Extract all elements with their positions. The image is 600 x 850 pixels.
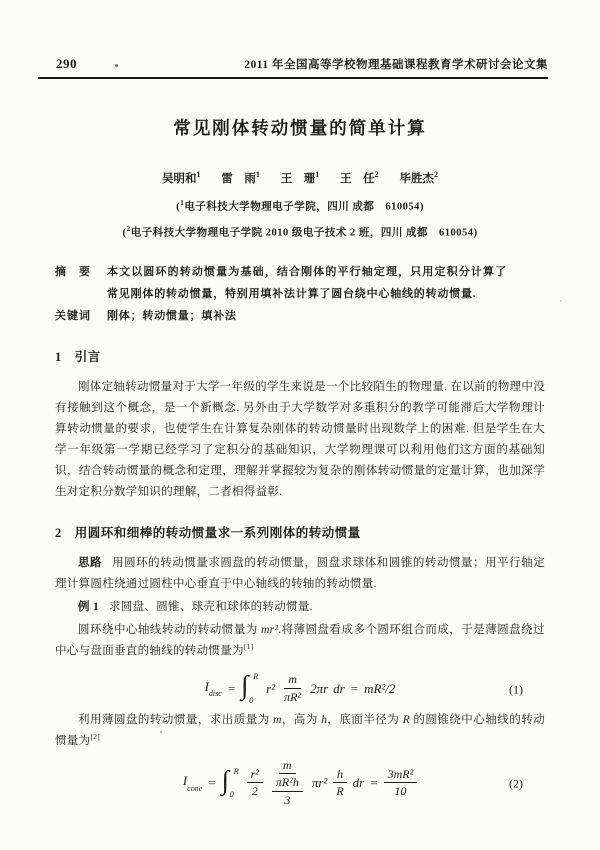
affiliation-line-2 <box>55 219 545 244</box>
author <box>280 170 320 185</box>
nested-fraction <box>268 758 307 807</box>
integral-sign: ∫ <box>241 670 249 700</box>
integral <box>241 672 261 704</box>
fraction <box>247 767 263 799</box>
math-result: mR²/2 <box>364 680 396 696</box>
cone-paragraph-text: 的圆锥绕中心轴线的转动惯量为 <box>55 714 545 747</box>
integral-upper-limit: R <box>233 765 239 776</box>
disc-paragraph <box>55 620 545 662</box>
integral-lower-limit: 0 <box>249 694 254 705</box>
equation-1-body <box>205 672 396 704</box>
citation-ref-2: [2] <box>90 732 101 742</box>
equation-1 <box>55 672 545 708</box>
author-name: 雷 雨 <box>221 173 256 185</box>
equation-2-number: (2) <box>509 776 523 791</box>
fraction-numerator: 3mR² <box>384 767 418 783</box>
paper-title: 常见刚体转动惯量的简单计算 <box>173 118 427 138</box>
abstract-label: 摘 要 <box>55 266 91 278</box>
math-term: r² <box>266 680 276 696</box>
integral-sign: ∫ <box>221 764 230 795</box>
proceedings-title: 2011 年全国高等学校物理基础课程教育学术研讨会论文集 <box>244 59 548 71</box>
authors-line <box>55 170 545 186</box>
scan-speck <box>115 64 118 67</box>
equals-sign: = <box>350 680 359 696</box>
equals-sign: = <box>370 775 378 791</box>
cone-paragraph-text: ，高为 <box>281 714 322 726</box>
approach-label: 思路 <box>78 557 103 569</box>
keywords <box>55 305 545 327</box>
fraction-numerator: m <box>284 672 301 688</box>
approach-paragraph <box>55 553 545 595</box>
math-symbol: $I_{cone}$ <box>182 773 203 793</box>
author <box>221 170 260 185</box>
author-name: 毕胜杰 <box>399 173 434 185</box>
author-affiliation-sup: 1 <box>315 170 320 180</box>
section-1-paragraph: 刚体定轴转动惯量对于大学一年级的学生来说是一个比较陌生的物理量. 在以前的物理中没有接触到这个概念，是一个新概念. 另外由于大学数学对多重积分的教学可能滞后大学物理计算转动惯量的要求，也使学生在计算复杂刚体的转动惯量时出现数学上的困难. 但是学生在大学一年级第一学期已经学习了定积分的基础知识，大学物理课可以利用他们这方面的基础知识，结合转动惯量的概念和定理，理解并掌握较为复杂的刚体转动惯量的定量计算，也加深学生对定积分数学知识的理解，二者相得益彰. <box>55 381 545 498</box>
fraction <box>332 767 347 799</box>
example-1-text: 求圆盘、圆锥、球壳和球体的转动惯量. <box>109 601 313 613</box>
affiliation-sup: 1 <box>180 198 185 207</box>
paren: ) <box>473 227 478 238</box>
fraction-denominator: πR² <box>284 689 302 704</box>
result-fraction <box>384 767 418 799</box>
abstract-text: 本文以圆环的转动惯量为基础，结合刚体的平行轴定理，只用定积分计算了常见刚体的转动惯量，特别用填补法计算了圆台绕中心轴线的转动惯量. <box>107 266 507 300</box>
math-term: 2πr <box>310 680 329 696</box>
section-2-heading: 2 用圆环和细棒的转动惯量求一系列刚体的转动惯量 <box>55 526 361 540</box>
author <box>340 170 379 185</box>
differential: dr <box>352 775 365 791</box>
affiliation-line-1 <box>55 193 545 218</box>
fraction <box>272 775 303 807</box>
differential: dr <box>333 680 345 696</box>
abstract <box>55 261 545 305</box>
math-symbol: $I_{disc}$ <box>204 678 222 699</box>
disc-paragraph-text: .将薄圆盘看成多个圆环组合而成，于是薄圆盘绕过中心与盘面垂直的轴线的转动惯量为 <box>55 624 545 657</box>
affiliation-sup: 2 <box>126 223 131 233</box>
author-name: 王 任 <box>340 173 375 185</box>
equation-2 <box>55 758 545 810</box>
paren: ( <box>176 201 181 213</box>
fraction-numerator: m <box>279 758 296 774</box>
fraction-numerator: πR²h <box>272 775 303 791</box>
inline-math-m: m <box>273 714 282 726</box>
scan-speck <box>560 300 562 302</box>
equation-lhs-subscript: cone <box>187 783 203 793</box>
affiliation-text: 电子科技大学物理电子学院，四川 成都 610054 <box>184 201 420 213</box>
fraction-denominator: R <box>336 784 344 799</box>
author <box>162 170 201 185</box>
equals-sign: = <box>227 680 236 696</box>
fraction-numerator: r² <box>247 767 263 783</box>
equation-1-number: (1) <box>509 682 523 697</box>
section-1-heading: 1 引言 <box>55 350 101 364</box>
keywords-text: 刚体；转动惯量；填补法 <box>107 310 237 322</box>
author-affiliation-sup: 2 <box>434 170 438 180</box>
example-1-line <box>55 597 545 618</box>
paren: ) <box>419 201 424 213</box>
equals-sign: = <box>208 775 216 791</box>
cone-paragraph-text: 利用薄圆盘的转动惯量，求出质量为 <box>78 714 274 726</box>
equation-lhs-subscript: disc <box>208 689 222 699</box>
author <box>399 170 439 185</box>
keywords-label: 关键词 <box>55 310 91 322</box>
fraction-denominator: 10 <box>394 784 407 799</box>
affiliation-text: 电子科技大学物理电子学院 2010 级电子技术 2 班，四川 成都 610054 <box>130 227 474 238</box>
page-header <box>38 56 548 79</box>
cone-paragraph <box>55 710 545 752</box>
author-affiliation-sup: 2 <box>374 170 379 180</box>
equation-2-body <box>183 758 417 807</box>
approach-text: 用圆环的转动惯量求圆盘的转动惯量，圆盘求球体和圆锥的转动惯量；用平行轴定理计算圆柱绕通过圆柱中心垂直于中心轴线的转轴的转动惯量. <box>55 557 546 590</box>
inline-math-R: R <box>402 714 411 726</box>
integral-upper-limit: R <box>253 671 259 681</box>
author-name: 王 珊 <box>280 173 316 185</box>
integral-lower-limit: 0 <box>229 789 234 800</box>
fraction-denominator: 3 <box>284 792 291 807</box>
cone-paragraph-text: ，底面半径为 <box>327 714 403 726</box>
author-affiliation-sup: 1 <box>255 170 260 180</box>
fraction-numerator: h <box>333 767 347 783</box>
scan-speck <box>160 731 162 733</box>
inline-math-mr2: mr² <box>261 624 279 636</box>
citation-ref-1: [1] <box>243 642 254 652</box>
example-1-label: 例 1 <box>78 601 100 613</box>
author-affiliation-sup: 1 <box>196 170 201 180</box>
abstract-keywords-block <box>55 261 545 327</box>
fraction-denominator <box>268 774 307 807</box>
disc-paragraph-text: 圆环绕中心轴线转动的转动惯量为 <box>78 624 262 636</box>
paren: ( <box>122 227 127 238</box>
integral <box>221 764 242 800</box>
inline-math-h: h <box>321 714 328 726</box>
fraction <box>280 672 305 704</box>
fraction-denominator: 2 <box>251 784 258 799</box>
math-term: πr² <box>311 775 328 791</box>
author-name: 吴明和 <box>162 173 197 185</box>
page-number: 290 <box>56 56 77 71</box>
